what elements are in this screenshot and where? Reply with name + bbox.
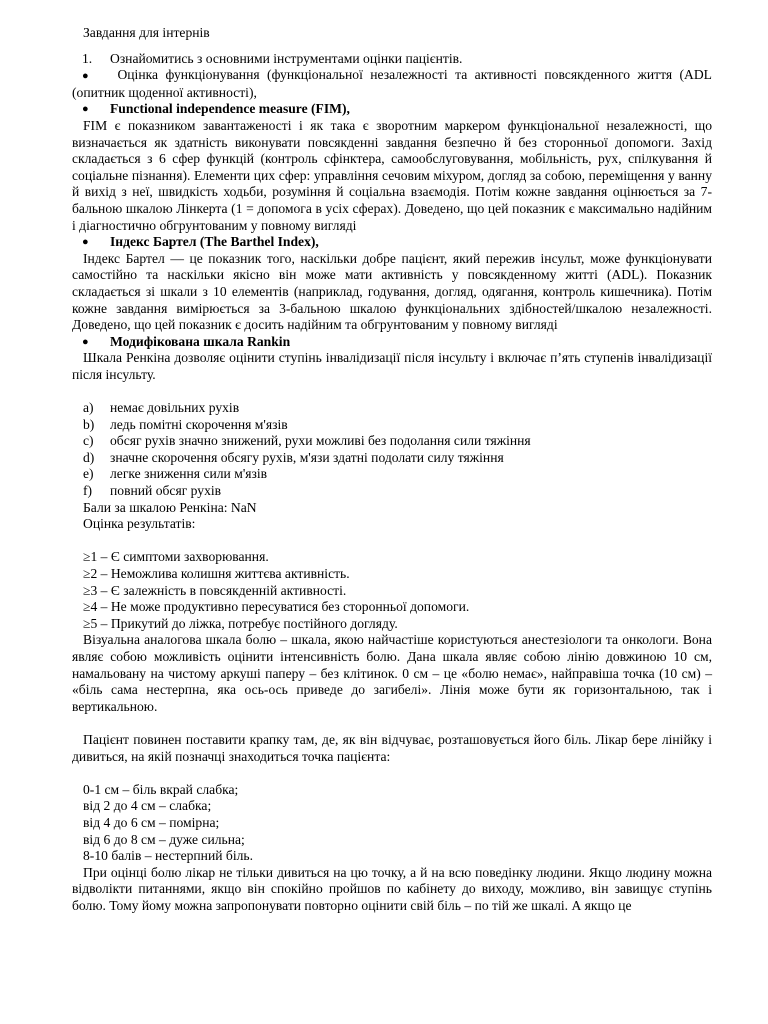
numbered-item-1 bbox=[72, 51, 712, 68]
bullet-barthel bbox=[72, 234, 712, 251]
bullet-dot-icon: ● bbox=[82, 236, 89, 249]
list-item: 8-10 балів – нестерпний біль. bbox=[83, 848, 253, 864]
list-item: b) ледь помітні скорочення м'язів bbox=[83, 416, 288, 432]
spacer bbox=[72, 715, 712, 732]
bullet-dot-icon: ● bbox=[82, 70, 89, 83]
bullet-adl-text: Оцінка функціонування (функціональної незалежності та активності повсякденного життя (ADL (опитник щоденної активності), bbox=[72, 67, 712, 100]
patient-paragraph: Пацієнт повинен поставити крапку там, де, як він відчуває, розташовується його біль. Лікар бере лінійку і дивиться, на якій позначці знаходиться точка пацієнта: bbox=[72, 731, 712, 764]
results-heading: Оцінка результатів: bbox=[83, 516, 196, 532]
list-item: a) немає довільних рухів bbox=[83, 400, 240, 416]
rankin-paragraph: Шкала Ренкіна дозволяє оцінити ступінь інвалідизації після інсульту і включає п’ять ступенів інвалідизації після інсульту. bbox=[72, 350, 712, 382]
document-page bbox=[72, 25, 712, 914]
barthel-paragraph: Індекс Бартел — це показник того, наскільки добре пацієнт, який пережив інсульт, може функціонувати самостійно та наскільки якісно він може мати активність у повсякденному житті (ADL). Показник складається зі шкали з 10 елементів (наприклад, годування, догляд, одягання, контроль кишечника). Потім кожне завдання вимірюється за 3-бальною шкалою функціональних здібностей/шкалою незалежності. Доведено, що цей показник є досить надійним та обгрунтованим у повному вигляді bbox=[72, 250, 712, 333]
list-item: від 4 до 6 см – помірна; bbox=[83, 814, 220, 830]
list-item: ≥4 – Не може продуктивно пересуватися без сторонньої допомоги. bbox=[83, 599, 470, 615]
final-paragraph: При оцінці болю лікар не тільки дивиться на цю точку, а й на всю поведінку людини. Якщо людину можна відволікти питаннями, якщо він спокійно пройшов по кабінету до виходу, можливо, він завищує ступінь болю. Тому йому можна запропонувати повторно оцінити свій біль – по тій же шкалі. А якщо це bbox=[72, 864, 712, 913]
spacer bbox=[72, 765, 712, 782]
pain-scale-list bbox=[72, 782, 712, 865]
spacer bbox=[72, 533, 712, 550]
bullet-dot-icon: ● bbox=[82, 103, 89, 116]
list-item: e) легке зниження сили м'язів bbox=[83, 466, 268, 482]
rankin-score: Бали за шкалою Ренкіна: NaN bbox=[83, 499, 257, 515]
rankin-options-list bbox=[72, 400, 712, 500]
list-item: f) повний обсяг рухів bbox=[83, 483, 222, 499]
fim-paragraph: FIM є показником завантаженості і як така є зворотним маркером функціональної незалежності, що визначається як здатність виконувати повсякденні завдання безпечно й без сторонньої допомоги. Захід складається з 6 сфер функцій (контроль сфінктера, самообслуговування, мобільність, рух, спілкування й соціальне пізнання). Елементи цих сфер: управління сечовим міхуром, догляд за собою, переміщення у ванну й вихід з неї, швидкість ходьби, розуміння й соціальна взаємодія. Потім кожне завдання оцінюється за 7-бальною шкалою Лінкерта (1 = допомога в усіх сферах). Доведено, що цей показник є максимально надійним і діагностично обгрунтованим у повному вигляді bbox=[72, 117, 712, 233]
list-item: ≥5 – Прикутий до ліжка, потребує постійного догляду. bbox=[83, 615, 398, 631]
page-title: Завдання для інтернів bbox=[83, 25, 210, 40]
bullet-dot-icon: ● bbox=[82, 335, 89, 348]
list-item: c) обсяг рухів значно знижений, рухи можливі без подолання сили тяжіння bbox=[83, 433, 531, 449]
bullet-adl bbox=[72, 67, 712, 101]
list-item: від 2 до 4 см – слабка; bbox=[83, 798, 212, 814]
vas-paragraph: Візуальна аналогова шкала болю – шкала, якою найчастіше користуються анестезіологи та онкологи. Вона являє собою можливість оцінити інтенсивність болю. Дана шкала являє собою лінію довжиною 10 см, намальовану на чистому аркуші паперу – без клітинок. 0 см – це «болю немає», найправіша точка (10 см) – «біль сама нестерпна, яка ось-ось приведе до загибелі». Лінія може бути як горизонтальною, так і вертикальною. bbox=[72, 632, 712, 714]
bullet-rankin-text: Модифікована шкала Rankin bbox=[110, 333, 291, 349]
list-item: від 6 до 8 см – дуже сильна; bbox=[83, 831, 245, 847]
list-item: ≥1 – Є симптоми захворювання. bbox=[83, 549, 269, 565]
bullet-fim bbox=[72, 101, 712, 118]
list-item: ≥3 – Є залежність в повсякденній активності. bbox=[83, 582, 347, 598]
bullet-rankin bbox=[72, 334, 712, 351]
item-text: Ознайомитись з основними інструментами оцінки пацієнтів. bbox=[110, 50, 463, 66]
list-item: 0-1 см – біль вкрай слабка; bbox=[83, 781, 239, 797]
results-list bbox=[72, 549, 712, 632]
bullet-barthel-text: Індекс Бартел (The Barthel Index), bbox=[110, 234, 319, 250]
list-item: ≥2 – Неможлива колишня життєва активність. bbox=[83, 566, 350, 581]
spacer bbox=[72, 383, 712, 400]
list-item: d) значне скорочення обсягу рухів, м'язи здатні подолати силу тяжіння bbox=[83, 449, 504, 465]
bullet-fim-text: Functional independence measure (FIM), bbox=[110, 101, 350, 117]
item-number: 1. bbox=[82, 50, 93, 66]
